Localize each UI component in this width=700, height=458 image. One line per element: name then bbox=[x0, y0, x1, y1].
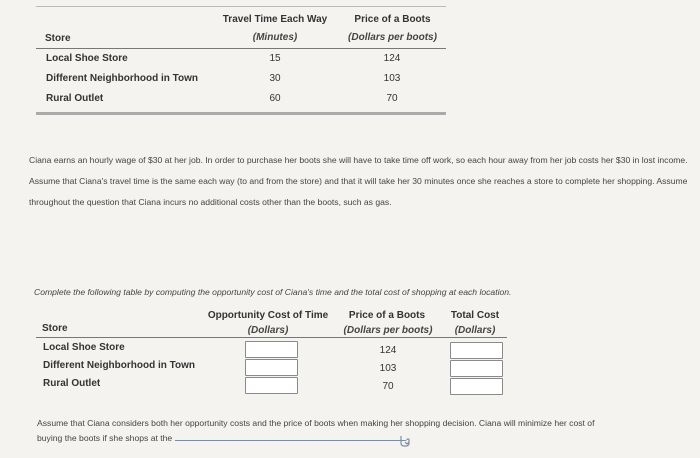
t1-row-store: Different Neighborhood in Town bbox=[46, 73, 199, 84]
t2-row-price: 124 bbox=[379, 345, 397, 356]
t1-row-price: 70 bbox=[386, 93, 398, 104]
table1-top-rule bbox=[36, 6, 446, 7]
t1-row-price: 103 bbox=[383, 73, 401, 84]
problem-paragraph: Ciana earns an hourly wage of $30 at her job. In order to purchase her boots she will have to take time off work, so each hour away from her job costs her $30 in lost income. Assume that Ciana's travel time is the same each way (to and from the store) and that it will take her 30 minutes once she reaches a store to complete her shopping. Assume throughout the question that Ciana incurs no additional costs other than the boots, such as gas. bbox=[29, 155, 688, 207]
t2-row-store: Local Shoe Store bbox=[43, 342, 125, 353]
t1-row-travel: 15 bbox=[269, 53, 281, 64]
t2-row-store: Different Neighborhood in Town bbox=[43, 360, 196, 371]
final-question bbox=[37, 416, 687, 446]
t1-row-store: Local Shoe Store bbox=[46, 53, 128, 64]
t1-row-price: 124 bbox=[383, 53, 401, 64]
table2-header-rule bbox=[36, 337, 507, 338]
t1-row-travel: 30 bbox=[269, 73, 281, 84]
t2-opp-subheader: (Dollars) bbox=[247, 325, 289, 336]
dropdown-icon[interactable] bbox=[396, 433, 412, 449]
t2-price-subheader: (Dollars per boots) bbox=[343, 325, 433, 336]
t2-row-price: 70 bbox=[382, 381, 394, 392]
t1-row-travel: 60 bbox=[269, 93, 281, 104]
t2-opp-header: Opportunity Cost of Time bbox=[207, 310, 329, 321]
t1-travel-header: Travel Time Each Way bbox=[222, 14, 328, 25]
t2-row-price: 103 bbox=[379, 363, 397, 374]
t1-price-subheader: (Dollars per boots) bbox=[348, 32, 437, 43]
t1-price-header: Price of a Boots bbox=[354, 14, 431, 25]
store-dropdown[interactable] bbox=[175, 431, 405, 441]
opportunity-cost-input[interactable] bbox=[245, 377, 298, 394]
final-question-line1: Assume that Ciana considers both her opportunity costs and the price of boots when making her shopping decision. Ciana will minimize her cost of bbox=[37, 418, 595, 428]
opportunity-cost-input[interactable] bbox=[245, 359, 298, 376]
t2-price-header: Price of a Boots bbox=[348, 310, 426, 321]
total-cost-input[interactable] bbox=[450, 342, 503, 359]
instruction-text: Complete the following table by computing the opportunity cost of Ciana's time and the total cost of shopping at each location. bbox=[34, 287, 512, 297]
final-question-line2-wrap bbox=[37, 431, 687, 446]
opportunity-cost-input[interactable] bbox=[245, 341, 298, 358]
t2-row-store: Rural Outlet bbox=[43, 378, 101, 389]
t1-travel-subheader: (Minutes) bbox=[252, 32, 298, 43]
t2-total-header: Total Cost bbox=[450, 310, 500, 321]
total-cost-input[interactable] bbox=[450, 378, 503, 395]
total-cost-input[interactable] bbox=[450, 360, 503, 377]
t1-store-header: Store bbox=[45, 33, 71, 44]
t2-total-subheader: (Dollars) bbox=[454, 325, 496, 336]
table1-bottom-rule bbox=[36, 112, 446, 115]
period-text: . bbox=[404, 433, 407, 443]
table1-header-rule bbox=[36, 48, 446, 49]
t1-row-store: Rural Outlet bbox=[46, 93, 104, 104]
t2-store-header: Store bbox=[42, 323, 68, 334]
final-question-line2: buying the boots if she shops at the bbox=[37, 433, 173, 443]
